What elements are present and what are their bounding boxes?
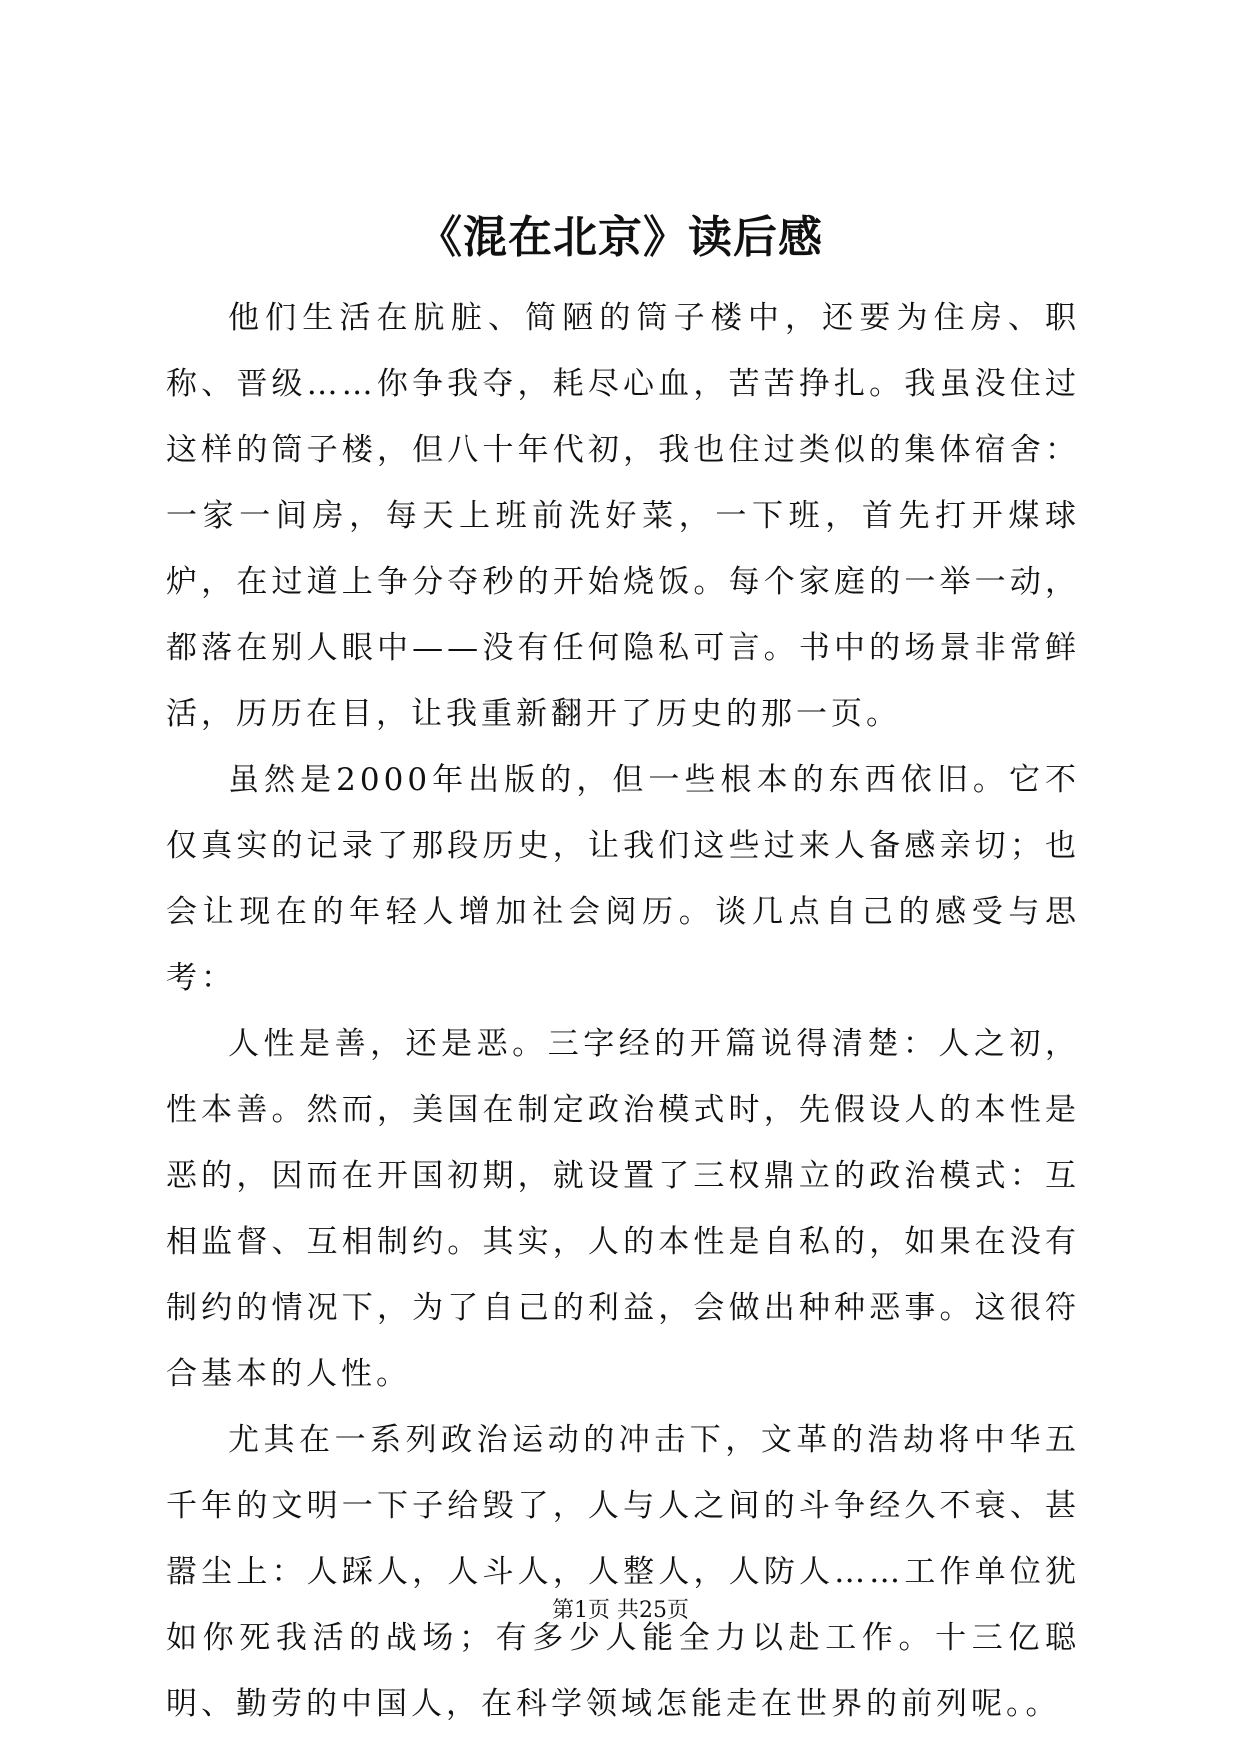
document-title: 《混在北京》读后感 [418, 212, 823, 263]
paragraph-2: 虽然是2000年出版的，但一些根本的东西依旧。它不仅真实的记录了那段历史，让我们这些过来人备感亲切；也会让现在的年轻人增加社会阅历。谈几点自己的感受与思考： [166, 762, 1080, 996]
page-number-footer: 第1页 共25页 [552, 1598, 689, 1623]
paragraph-1: 他们生活在肮脏、简陋的筒子楼中，还要为住房、职称、晋级……你争我夺，耗尽心血，苦苦挣扎。我虽没住过这样的筒子楼，但八十年代初，我也住过类似的集体宿舍：一家一间房，每天上班前洗好菜，一下班，首先打开煤球炉，在过道上争分夺秒的开始烧饭。每个家庭的一举一动，都落在别人眼中——没有任何隐私可言。书中的场景非常鲜活，历历在目，让我重新翻开了历史的那一页。 [166, 300, 1080, 732]
document-body [166, 285, 1080, 1737]
paragraph-3: 人性是善，还是恶。三字经的开篇说得清楚：人之初，性本善。然而，美国在制定政治模式时，先假设人的本性是恶的，因而在开国初期，就设置了三权鼎立的政治模式：互相监督、互相制约。其实，人的本性是自私的，如果在没有制约的情况下，为了自己的利益，会做出种种恶事。这很符合基本的人性。 [166, 1026, 1080, 1392]
paragraph-4: 尤其在一系列政治运动的冲击下，文革的浩劫将中华五千年的文明一下子给毁了，人与人之间的斗争经久不衰、甚嚣尘上：人踩人，人斗人，人整人，人防人……工作单位犹如你死我活的战场；有多少人能全力以赴工作。十三亿聪明、勤劳的中国人，在科学领域怎能走在世界的前列呢。。 [166, 1422, 1080, 1722]
